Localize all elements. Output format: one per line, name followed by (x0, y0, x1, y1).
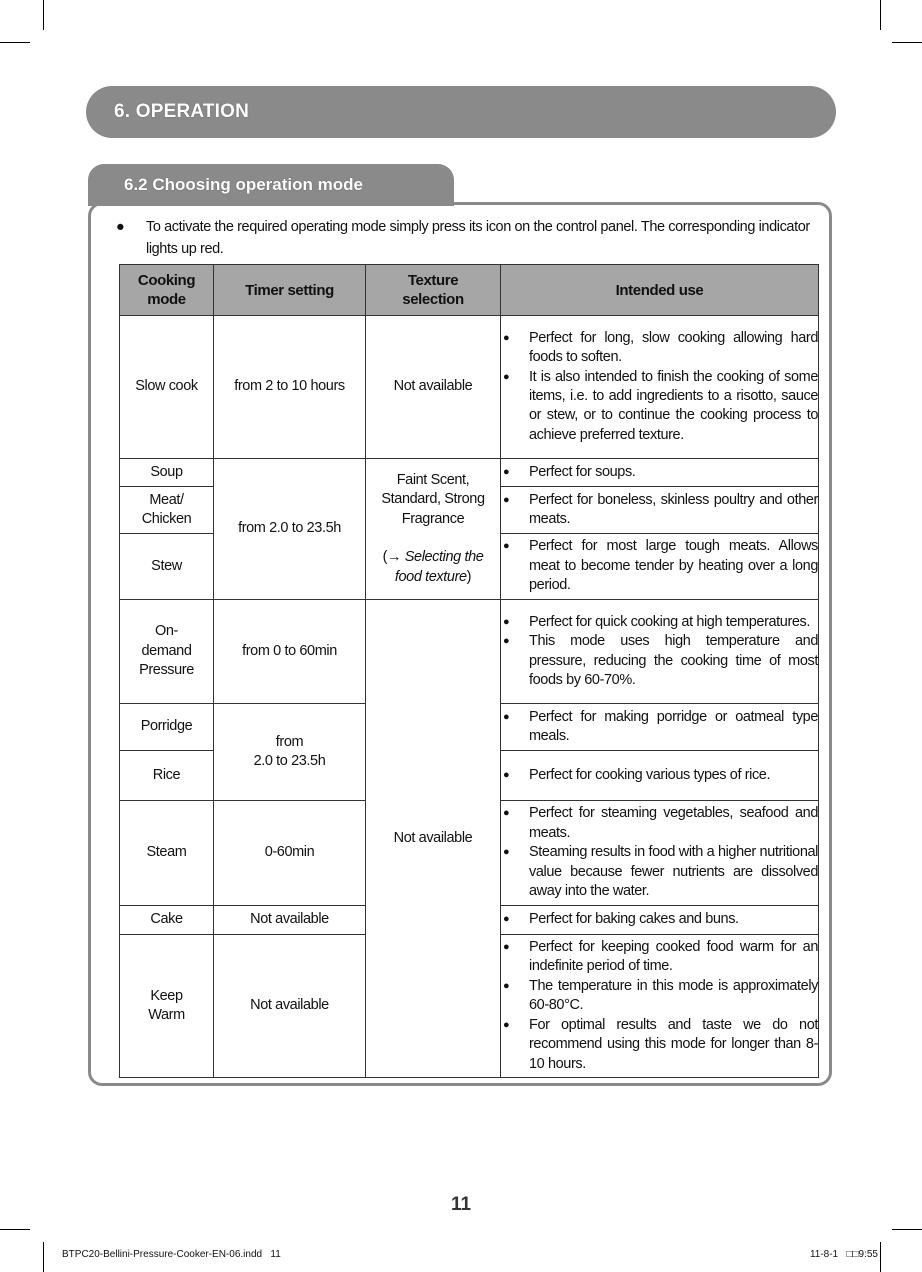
texture-cell: Not available (366, 600, 501, 1078)
use-cell (501, 906, 819, 935)
use-item: ● Perfect for long, slow cooking allowing hard foods to soften. (501, 329, 818, 368)
use-item: ● For optimal results and taste we do not recommend using this mode for longer than 8-10 hours. (501, 1016, 818, 1074)
section-title: 6. OPERATION (114, 101, 250, 122)
ref-open: ( (382, 549, 388, 566)
use-item: ● Perfect for most large tough meats. Allows meat to become tender by heating over a long period. (501, 537, 818, 595)
operation-mode-table (119, 264, 819, 1078)
use-item: ● Perfect for baking cakes and buns. (501, 910, 818, 929)
use-item: ● It is also intended to finish the cooking of some items, i.e. to add ingredients to a risotto, sauce or stew, or to continue the cooking process to achieve preferred texture. (501, 368, 818, 446)
mode-cell: Rice (120, 751, 214, 801)
use-cell (501, 704, 819, 751)
mode-cell: Cake (120, 906, 214, 935)
section-header (86, 86, 836, 138)
use-item: ● Perfect for soups. (501, 463, 818, 482)
mode-cell: Meat/ Chicken (120, 487, 214, 534)
timer-cell: from 2.0 to 23.5h (214, 459, 366, 600)
ref-text: Selecting the food texture (394, 549, 484, 585)
use-item: ● Perfect for cooking various types of rice. (501, 766, 818, 785)
crop-mark (892, 1229, 922, 1230)
bullet-icon: ● (116, 219, 125, 235)
timer-cell (214, 704, 366, 801)
use-cell (501, 534, 819, 600)
use-item: ● Perfect for boneless, skinless poultry and other meats. (501, 491, 818, 530)
table-row (120, 600, 819, 704)
crop-mark (0, 1229, 30, 1230)
crop-mark (43, 0, 44, 30)
crop-mark (0, 42, 30, 43)
header-timer-setting: Timer setting (214, 265, 366, 316)
header-texture-selection: Texture selection (366, 265, 501, 316)
intro-paragraph (116, 216, 816, 260)
crop-mark (892, 42, 922, 43)
header-intended-use: Intended use (501, 265, 819, 316)
timer-line: from (275, 733, 304, 750)
use-cell (501, 459, 819, 487)
timer-cell: Not available (214, 935, 366, 1078)
use-cell (501, 600, 819, 704)
use-item: ● Perfect for quick cooking at high temperatures. (501, 613, 818, 632)
mode-cell: Stew (120, 534, 214, 600)
mode-cell: Soup (120, 459, 214, 487)
use-cell (501, 316, 819, 459)
texture-options: Faint Scent, Standard, Strong Fragrance (381, 471, 485, 527)
timer-cell: from 0 to 60min (214, 600, 366, 704)
footer-stamp: 11-8-1 □□9:55 (809, 1249, 878, 1260)
use-item: ● Perfect for making porridge or oatmeal type meals. (501, 708, 818, 747)
mode-cell: Porridge (120, 704, 214, 751)
mode-cell: On-demand Pressure (120, 600, 214, 704)
texture-reference (370, 548, 496, 587)
intro-text: To activate the required operating mode simply press its icon on the control panel. The corresponding indicator lights up red. (146, 219, 810, 257)
footer-file: BTPC20-Bellini-Pressure-Cooker-EN-06.indd 11 (62, 1249, 281, 1260)
arrow-right-icon: → (387, 549, 402, 566)
mode-cell: Steam (120, 801, 214, 906)
page-number: 11 (450, 1194, 472, 1215)
use-item: ● Perfect for keeping cooked food warm for an indefinite period of time. (501, 938, 818, 977)
use-cell (501, 487, 819, 534)
crop-mark (880, 1242, 881, 1272)
use-item: ● The temperature in this mode is approximately 60-80°C. (501, 977, 818, 1016)
table-row (120, 459, 819, 487)
crop-mark (880, 0, 881, 30)
use-item: ● This mode uses high temperature and pressure, reducing the cooking time of most foods by 60-70%. (501, 632, 818, 690)
timer-cell: from 2 to 10 hours (214, 316, 366, 459)
mode-cell: Slow cook (120, 316, 214, 459)
ref-close: ) (466, 568, 472, 585)
crop-mark (43, 1242, 44, 1272)
table-header-row (120, 265, 819, 316)
use-cell (501, 935, 819, 1078)
timer-line: 2.0 to 23.5h (253, 753, 326, 769)
subsection-title: 6.2 Choosing operation mode (124, 175, 363, 194)
subsection-tab (88, 164, 454, 206)
use-item: ● Steaming results in food with a higher nutritional value because fewer nutrients are dissolved away into the water. (501, 843, 818, 901)
texture-cell (366, 459, 501, 600)
table-row (120, 316, 819, 459)
mode-cell: Keep Warm (120, 935, 214, 1078)
use-cell (501, 751, 819, 801)
use-item: ● Perfect for steaming vegetables, seafood and meats. (501, 804, 818, 843)
timer-cell: Not available (214, 906, 366, 935)
use-cell (501, 801, 819, 906)
texture-cell: Not available (366, 316, 501, 459)
header-cooking-mode: Cooking mode (120, 265, 214, 316)
timer-cell: 0-60min (214, 801, 366, 906)
